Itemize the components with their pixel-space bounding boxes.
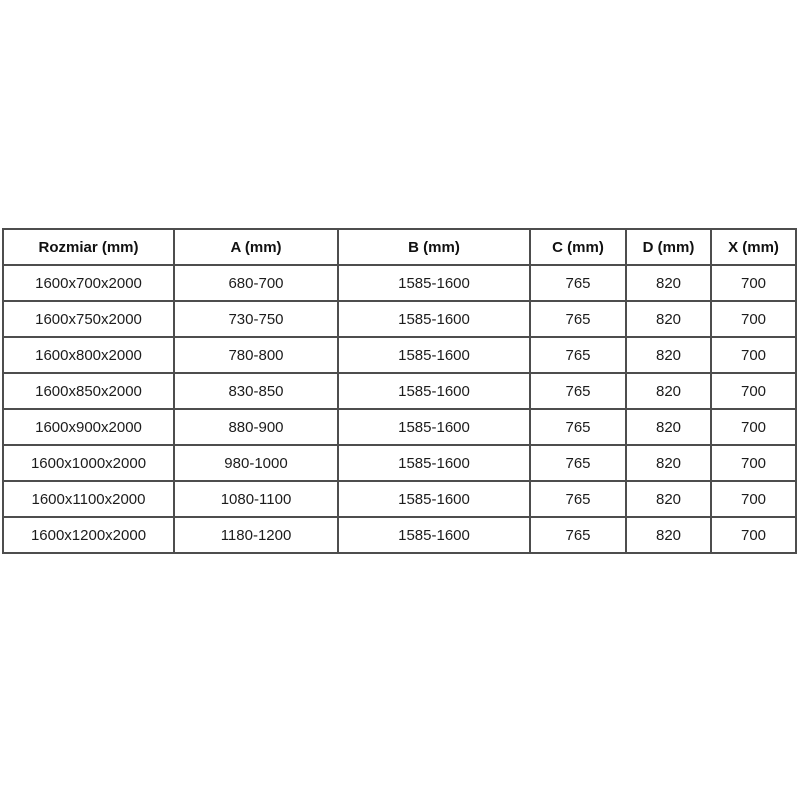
- table-cell: 680-700: [174, 265, 338, 301]
- table-cell: 765: [530, 445, 626, 481]
- table-row: [3, 517, 796, 553]
- table-cell: 700: [711, 265, 796, 301]
- table-row: [3, 445, 796, 481]
- table-cell: 1600x750x2000: [3, 301, 174, 337]
- table-row: [3, 481, 796, 517]
- table-cell: 820: [626, 301, 711, 337]
- table-cell: 1600x800x2000: [3, 337, 174, 373]
- table-row: [3, 409, 796, 445]
- table-cell: 765: [530, 373, 626, 409]
- table-cell: 820: [626, 517, 711, 553]
- table-row: [3, 337, 796, 373]
- table-cell: 700: [711, 409, 796, 445]
- table-cell: 1585-1600: [338, 337, 530, 373]
- table-cell: 820: [626, 337, 711, 373]
- table-cell: 1585-1600: [338, 301, 530, 337]
- table-cell: 700: [711, 373, 796, 409]
- table-cell: 1180-1200: [174, 517, 338, 553]
- table-cell: 1585-1600: [338, 481, 530, 517]
- table-cell: 700: [711, 481, 796, 517]
- table-cell: 700: [711, 445, 796, 481]
- header-cell: C (mm): [530, 229, 626, 265]
- table-cell: 765: [530, 337, 626, 373]
- table-cell: 820: [626, 409, 711, 445]
- table-cell: 1585-1600: [338, 373, 530, 409]
- table-cell: 730-750: [174, 301, 338, 337]
- table-cell: 820: [626, 265, 711, 301]
- table-cell: 820: [626, 373, 711, 409]
- table-cell: 700: [711, 301, 796, 337]
- header-cell: Rozmiar (mm): [3, 229, 174, 265]
- table-cell: 1585-1600: [338, 445, 530, 481]
- table-cell: 1585-1600: [338, 265, 530, 301]
- table-row: [3, 301, 796, 337]
- table-cell: 1585-1600: [338, 517, 530, 553]
- table-cell: 820: [626, 445, 711, 481]
- table-cell: 700: [711, 517, 796, 553]
- table-cell: 1600x850x2000: [3, 373, 174, 409]
- table-cell: 765: [530, 265, 626, 301]
- table-cell: 700: [711, 337, 796, 373]
- table-cell: 765: [530, 481, 626, 517]
- dimensions-table: [2, 228, 797, 554]
- table-cell: 830-850: [174, 373, 338, 409]
- table-cell: 1600x700x2000: [3, 265, 174, 301]
- table-cell: 780-800: [174, 337, 338, 373]
- table-cell: 765: [530, 409, 626, 445]
- table-cell: 980-1000: [174, 445, 338, 481]
- table-body: [3, 265, 796, 553]
- table-cell: 1600x900x2000: [3, 409, 174, 445]
- header-cell: A (mm): [174, 229, 338, 265]
- header-cell: B (mm): [338, 229, 530, 265]
- table-cell: 1600x1100x2000: [3, 481, 174, 517]
- table-cell: 820: [626, 481, 711, 517]
- table-row: [3, 265, 796, 301]
- table-cell: 765: [530, 517, 626, 553]
- header-cell: D (mm): [626, 229, 711, 265]
- table-cell: 1600x1000x2000: [3, 445, 174, 481]
- header-row: [3, 229, 796, 265]
- table-row: [3, 373, 796, 409]
- table-cell: 765: [530, 301, 626, 337]
- table-cell: 1080-1100: [174, 481, 338, 517]
- table-cell: 1600x1200x2000: [3, 517, 174, 553]
- table-cell: 1585-1600: [338, 409, 530, 445]
- table-cell: 880-900: [174, 409, 338, 445]
- table-header: [3, 229, 796, 265]
- header-cell: X (mm): [711, 229, 796, 265]
